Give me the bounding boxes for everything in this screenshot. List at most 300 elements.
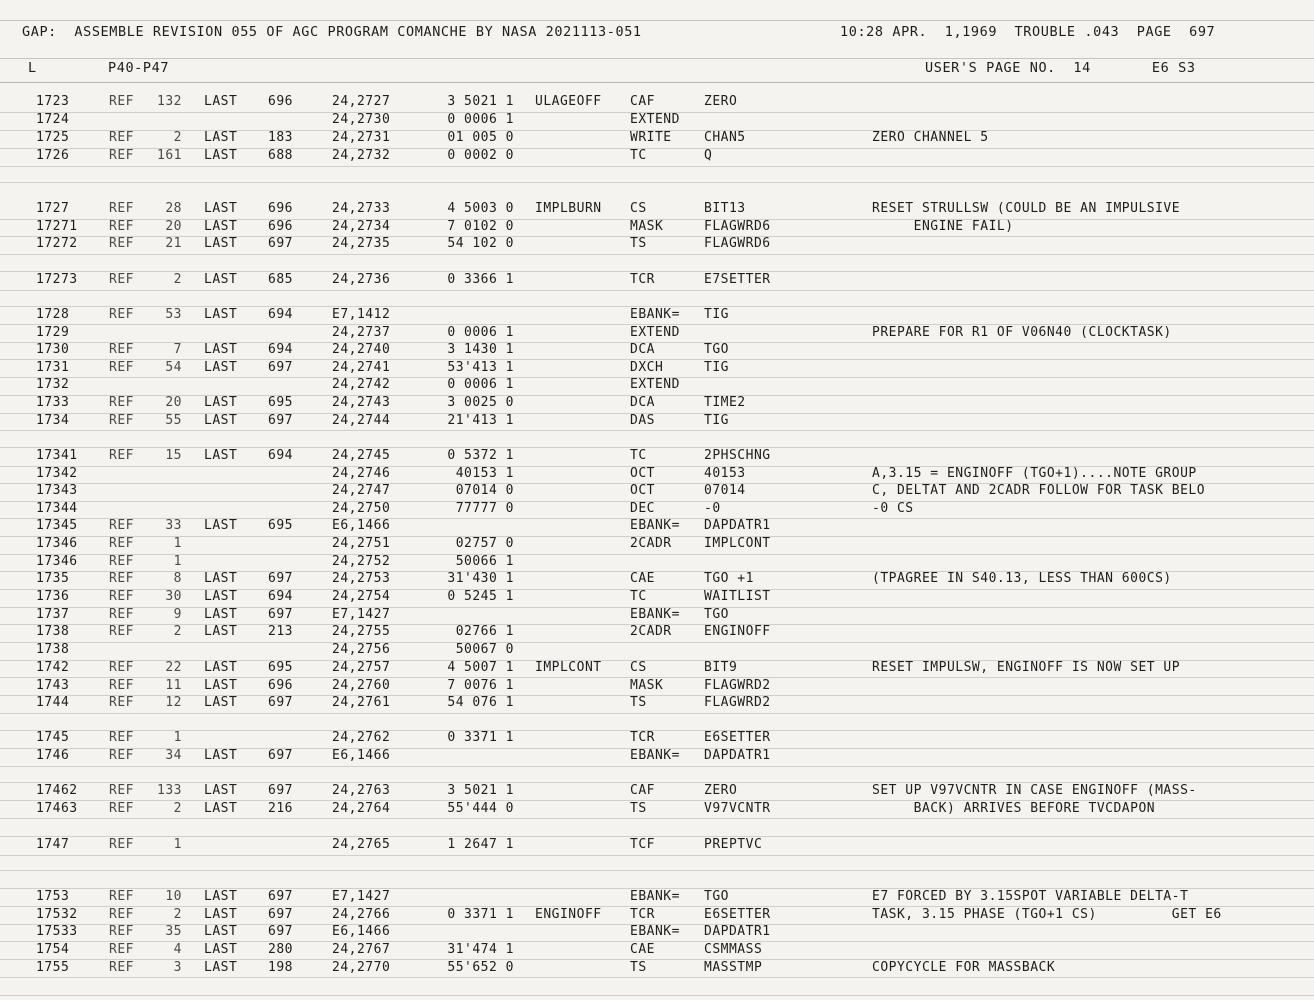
ref-count: 9: [173, 607, 182, 622]
ref-count: 33: [165, 518, 182, 533]
line-number: 17342: [36, 466, 78, 481]
address: 24,2761: [332, 695, 391, 710]
opcode: DXCH: [630, 360, 664, 375]
listing-row: [0, 271, 1314, 289]
last-label: LAST: [204, 695, 238, 710]
opcode: TC: [630, 589, 647, 604]
comment: -0 CS: [872, 501, 914, 516]
last-page: 216: [268, 801, 293, 816]
address: 24,2757: [332, 660, 391, 675]
ref-label: REF: [109, 148, 134, 163]
operand: ENGINOFF: [704, 624, 771, 639]
octal-word: 0 0006 1: [447, 377, 514, 392]
operand: TGO: [704, 342, 729, 357]
comment: RESET IMPULSW, ENGINOFF IS NOW SET UP: [872, 660, 1181, 675]
opcode: TS: [630, 695, 647, 710]
ref-count: 1: [173, 837, 182, 852]
operand: IMPLCONT: [704, 536, 771, 551]
address: 24,2746: [332, 466, 391, 481]
ref-label: REF: [109, 342, 134, 357]
operand: TIG: [704, 413, 729, 428]
symbol-label: ULAGEOFF: [535, 94, 602, 109]
listing-row: [0, 588, 1314, 606]
ref-label: REF: [109, 837, 134, 852]
line-number: 1732: [36, 377, 70, 392]
opcode: TCR: [630, 272, 655, 287]
listing-row: [0, 200, 1314, 218]
symbol-label: ENGINOFF: [535, 907, 602, 922]
ref-label: REF: [109, 395, 134, 410]
octal-word: 3 1430 1: [447, 342, 514, 357]
ref-count: 3: [173, 960, 182, 975]
octal-word: 0 3371 1: [447, 907, 514, 922]
page-header: [0, 0, 1314, 83]
operand: TGO: [704, 607, 729, 622]
octal-word: 07014 0: [455, 483, 514, 498]
octal-word: 3 5021 1: [447, 783, 514, 798]
listing-row: [0, 482, 1314, 500]
opcode: MASK: [630, 678, 664, 693]
address: 24,2731: [332, 130, 391, 145]
address: 24,2736: [332, 272, 391, 287]
last-page: 697: [268, 748, 293, 763]
address: 24,2743: [332, 395, 391, 410]
line-number: 1725: [36, 130, 70, 145]
octal-word: 02766 1: [455, 624, 514, 639]
address: E7,1412: [332, 307, 391, 322]
line-number: 17272: [36, 236, 78, 251]
octal-word: 0 5372 1: [447, 448, 514, 463]
line-number: 1737: [36, 607, 70, 622]
opcode: MASK: [630, 219, 664, 234]
ref-count: 21: [165, 236, 182, 251]
operand: BIT9: [704, 660, 738, 675]
ref-count: 2: [173, 272, 182, 287]
address: 24,2764: [332, 801, 391, 816]
last-label: LAST: [204, 148, 238, 163]
address: 24,2756: [332, 642, 391, 657]
last-label: LAST: [204, 518, 238, 533]
line-number: 17343: [36, 483, 78, 498]
line-number: 1726: [36, 148, 70, 163]
operand: CSMMASS: [704, 942, 763, 957]
line-number: 1723: [36, 94, 70, 109]
last-page: 697: [268, 571, 293, 586]
ref-label: REF: [109, 660, 134, 675]
operand: 2PHSCHNG: [704, 448, 771, 463]
address: 24,2751: [332, 536, 391, 551]
operand: TIME2: [704, 395, 746, 410]
opcode: DCA: [630, 342, 655, 357]
listing-row: [0, 888, 1314, 906]
line-number: 17533: [36, 924, 78, 939]
address: 24,2744: [332, 413, 391, 428]
listing-row: [0, 677, 1314, 695]
last-label: LAST: [204, 907, 238, 922]
ref-count: 2: [173, 624, 182, 639]
comment: PREPARE FOR R1 OF V06N40 (CLOCKTASK): [872, 325, 1172, 340]
date-page-info: 10:28 APR. 1,1969 TROUBLE .043 PAGE 697: [840, 24, 1216, 40]
last-page: 183: [268, 130, 293, 145]
ref-count: 20: [165, 395, 182, 410]
last-label: LAST: [204, 924, 238, 939]
line-number: 1729: [36, 325, 70, 340]
opcode: CAF: [630, 94, 655, 109]
address: 24,2733: [332, 201, 391, 216]
last-label: LAST: [204, 201, 238, 216]
comment: ENGINE FAIL): [872, 219, 1014, 234]
listing-row: [0, 376, 1314, 394]
line-number: 1747: [36, 837, 70, 852]
comment: COPYCYCLE FOR MASSBACK: [872, 960, 1056, 975]
last-page: 694: [268, 448, 293, 463]
address: 24,2762: [332, 730, 391, 745]
last-page: 695: [268, 518, 293, 533]
address: E6,1466: [332, 518, 391, 533]
operand: E7SETTER: [704, 272, 771, 287]
last-page: 696: [268, 94, 293, 109]
octal-word: 3 0025 0: [447, 395, 514, 410]
paper-rule: [0, 995, 1314, 996]
listing-row: [0, 306, 1314, 324]
ref-label: REF: [109, 94, 134, 109]
opcode: EXTEND: [630, 112, 680, 127]
ref-count: 55: [165, 413, 182, 428]
operand: TIG: [704, 360, 729, 375]
line-number: 1746: [36, 748, 70, 763]
last-page: 695: [268, 395, 293, 410]
address: 24,2732: [332, 148, 391, 163]
line-number: 1755: [36, 960, 70, 975]
ref-count: 133: [157, 783, 182, 798]
ref-label: REF: [109, 201, 134, 216]
operand: FLAGWRD6: [704, 236, 771, 251]
address: 24,2753: [332, 571, 391, 586]
address: E7,1427: [332, 607, 391, 622]
last-page: 697: [268, 783, 293, 798]
last-label: LAST: [204, 571, 238, 586]
listing-row: [0, 394, 1314, 412]
opcode: OCT: [630, 466, 655, 481]
last-label: LAST: [204, 272, 238, 287]
comment: ZERO CHANNEL 5: [872, 130, 989, 145]
ref-label: REF: [109, 695, 134, 710]
last-label: LAST: [204, 801, 238, 816]
address: 24,2740: [332, 342, 391, 357]
ref-label: REF: [109, 783, 134, 798]
octal-word: 53'413 1: [447, 360, 514, 375]
last-page: 697: [268, 907, 293, 922]
octal-word: 02757 0: [455, 536, 514, 551]
last-label: LAST: [204, 219, 238, 234]
address: 24,2752: [332, 554, 391, 569]
listing-row: [0, 324, 1314, 342]
symbol-label: IMPLBURN: [535, 201, 602, 216]
ref-label: REF: [109, 942, 134, 957]
last-page: 694: [268, 342, 293, 357]
listing-row: [0, 535, 1314, 553]
octal-word: 31'474 1: [447, 942, 514, 957]
operand: 40153: [704, 466, 746, 481]
last-label: LAST: [204, 607, 238, 622]
paper-rule: [0, 290, 1314, 291]
last-label: LAST: [204, 589, 238, 604]
paper-rule: [0, 166, 1314, 167]
line-number: 1731: [36, 360, 70, 375]
line-number: 17346: [36, 536, 78, 551]
last-label: LAST: [204, 783, 238, 798]
comment: BACK) ARRIVES BEFORE TVCDAPON: [872, 801, 1156, 816]
last-label: LAST: [204, 236, 238, 251]
octal-word: 54 076 1: [447, 695, 514, 710]
ref-label: REF: [109, 448, 134, 463]
last-page: 697: [268, 236, 293, 251]
paper-rule: [0, 977, 1314, 978]
last-label: LAST: [204, 413, 238, 428]
octal-word: 7 0102 0: [447, 219, 514, 234]
opcode: TCR: [630, 730, 655, 745]
ref-label: REF: [109, 801, 134, 816]
line-number: 1738: [36, 642, 70, 657]
opcode: DAS: [630, 413, 655, 428]
line-number: 1728: [36, 307, 70, 322]
ref-count: 34: [165, 748, 182, 763]
ref-label: REF: [109, 307, 134, 322]
listing-row: [0, 941, 1314, 959]
last-label: LAST: [204, 889, 238, 904]
comment: TASK, 3.15 PHASE (TGO+1 CS) GET E6: [872, 907, 1222, 922]
octal-word: 7 0076 1: [447, 678, 514, 693]
paper-rule: [0, 870, 1314, 871]
address: 24,2745: [332, 448, 391, 463]
paper-rule: [0, 766, 1314, 767]
address: 24,2754: [332, 589, 391, 604]
ref-label: REF: [109, 219, 134, 234]
last-page: 696: [268, 201, 293, 216]
address: 24,2730: [332, 112, 391, 127]
last-page: 198: [268, 960, 293, 975]
ref-count: 1: [173, 536, 182, 551]
paper-rule: [0, 818, 1314, 819]
line-number: 1743: [36, 678, 70, 693]
ref-count: 30: [165, 589, 182, 604]
operand: ZERO: [704, 94, 738, 109]
paper-rule: [0, 254, 1314, 255]
ref-label: REF: [109, 236, 134, 251]
ref-label: REF: [109, 571, 134, 586]
comment: A,3.15 = ENGINOFF (TGO+1)....NOTE GROUP: [872, 466, 1197, 481]
line-number: 17532: [36, 907, 78, 922]
ref-label: REF: [109, 678, 134, 693]
ref-count: 132: [157, 94, 182, 109]
last-label: LAST: [204, 94, 238, 109]
ref-label: REF: [109, 360, 134, 375]
line-number: 1738: [36, 624, 70, 639]
operand: TIG: [704, 307, 729, 322]
last-page: 697: [268, 607, 293, 622]
line-number: 1734: [36, 413, 70, 428]
ref-label: REF: [109, 924, 134, 939]
ref-label: REF: [109, 730, 134, 745]
symbol-label: IMPLCONT: [535, 660, 602, 675]
ref-label: REF: [109, 518, 134, 533]
user-page-number: USER'S PAGE NO. 14 E6 S3: [925, 60, 1196, 76]
last-label: LAST: [204, 678, 238, 693]
listing-row: [0, 129, 1314, 147]
octal-word: 3 5021 1: [447, 94, 514, 109]
octal-word: 50066 1: [455, 554, 514, 569]
opcode: TCF: [630, 837, 655, 852]
listing-row: [0, 553, 1314, 571]
address: E6,1466: [332, 748, 391, 763]
operand: WAITLIST: [704, 589, 771, 604]
address: 24,2770: [332, 960, 391, 975]
octal-word: 54 102 0: [447, 236, 514, 251]
address: 24,2741: [332, 360, 391, 375]
address: 24,2750: [332, 501, 391, 516]
line-number: 1733: [36, 395, 70, 410]
opcode: DCA: [630, 395, 655, 410]
ref-count: 4: [173, 942, 182, 957]
last-page: 694: [268, 307, 293, 322]
opcode: EXTEND: [630, 325, 680, 340]
address: 24,2767: [332, 942, 391, 957]
opcode: WRITE: [630, 130, 672, 145]
address: 24,2763: [332, 783, 391, 798]
operand: PREPTVC: [704, 837, 763, 852]
ref-count: 10: [165, 889, 182, 904]
opcode: CS: [630, 201, 647, 216]
program-section: P40-P47: [108, 60, 170, 76]
ref-count: 12: [165, 695, 182, 710]
last-page: 213: [268, 624, 293, 639]
ref-count: 7: [173, 342, 182, 357]
octal-word: 0 0006 1: [447, 112, 514, 127]
last-page: 697: [268, 924, 293, 939]
operand: ZERO: [704, 783, 738, 798]
line-number: 1727: [36, 201, 70, 216]
operand: E6SETTER: [704, 907, 771, 922]
last-page: 696: [268, 678, 293, 693]
last-label: LAST: [204, 130, 238, 145]
opcode: DEC: [630, 501, 655, 516]
address: 24,2734: [332, 219, 391, 234]
line-number: 17273: [36, 272, 78, 287]
listing-row: [0, 641, 1314, 659]
line-number: 1730: [36, 342, 70, 357]
last-label: LAST: [204, 960, 238, 975]
line-number: 17345: [36, 518, 78, 533]
listing-row: [0, 729, 1314, 747]
last-page: 697: [268, 360, 293, 375]
line-number: 1744: [36, 695, 70, 710]
octal-word: 4 5007 1: [447, 660, 514, 675]
last-label: LAST: [204, 448, 238, 463]
last-page: 697: [268, 695, 293, 710]
listing-row: [0, 111, 1314, 129]
address: E7,1427: [332, 889, 391, 904]
ref-count: 2: [173, 130, 182, 145]
comment: C, DELTAT AND 2CADR FOLLOW FOR TASK BELO: [872, 483, 1206, 498]
line-number: 1736: [36, 589, 70, 604]
line-number: 1724: [36, 112, 70, 127]
listing-row: [0, 93, 1314, 111]
ref-label: REF: [109, 907, 134, 922]
last-label: LAST: [204, 624, 238, 639]
ref-count: 1: [173, 554, 182, 569]
line-number: 17341: [36, 448, 78, 463]
line-number: 1735: [36, 571, 70, 586]
operand: FLAGWRD2: [704, 695, 771, 710]
operand: BIT13: [704, 201, 746, 216]
listing-row: [0, 465, 1314, 483]
operand: V97VCNTR: [704, 801, 771, 816]
ref-count: 1: [173, 730, 182, 745]
paper-rule: [0, 182, 1314, 183]
listing-row: [0, 836, 1314, 854]
last-label: LAST: [204, 307, 238, 322]
opcode: TC: [630, 148, 647, 163]
listing-row: [0, 447, 1314, 465]
listing-row: [0, 218, 1314, 236]
ref-count: 8: [173, 571, 182, 586]
address: 24,2742: [332, 377, 391, 392]
listing-row: [0, 500, 1314, 518]
ref-label: REF: [109, 889, 134, 904]
octal-word: 31'430 1: [447, 571, 514, 586]
operand: DAPDATR1: [704, 748, 771, 763]
operand: MASSTMP: [704, 960, 763, 975]
address: 24,2760: [332, 678, 391, 693]
operand: -0: [704, 501, 721, 516]
ref-label: REF: [109, 536, 134, 551]
ref-count: 35: [165, 924, 182, 939]
listing-row: [0, 623, 1314, 641]
opcode: TCR: [630, 907, 655, 922]
listing-row: [0, 235, 1314, 253]
octal-word: 40153 1: [455, 466, 514, 481]
ref-count: 11: [165, 678, 182, 693]
listing-row: [0, 800, 1314, 818]
last-label: LAST: [204, 942, 238, 957]
last-label: LAST: [204, 395, 238, 410]
operand: CHAN5: [704, 130, 746, 145]
ref-count: 2: [173, 801, 182, 816]
last-label: LAST: [204, 342, 238, 357]
address: 24,2727: [332, 94, 391, 109]
opcode: EBANK=: [630, 518, 680, 533]
listing-row: [0, 606, 1314, 624]
line-number: 17463: [36, 801, 78, 816]
octal-word: 0 5245 1: [447, 589, 514, 604]
ref-label: REF: [109, 607, 134, 622]
operand: 07014: [704, 483, 746, 498]
last-page: 280: [268, 942, 293, 957]
ref-count: 161: [157, 148, 182, 163]
address: 24,2735: [332, 236, 391, 251]
octal-word: 0 0002 0: [447, 148, 514, 163]
opcode: EXTEND: [630, 377, 680, 392]
ref-label: REF: [109, 554, 134, 569]
ref-label: REF: [109, 589, 134, 604]
operand: FLAGWRD6: [704, 219, 771, 234]
octal-word: 0 0006 1: [447, 325, 514, 340]
address: 24,2747: [332, 483, 391, 498]
listing-row: [0, 747, 1314, 765]
listing-row: [0, 923, 1314, 941]
operand: Q: [704, 148, 713, 163]
last-page: 696: [268, 219, 293, 234]
